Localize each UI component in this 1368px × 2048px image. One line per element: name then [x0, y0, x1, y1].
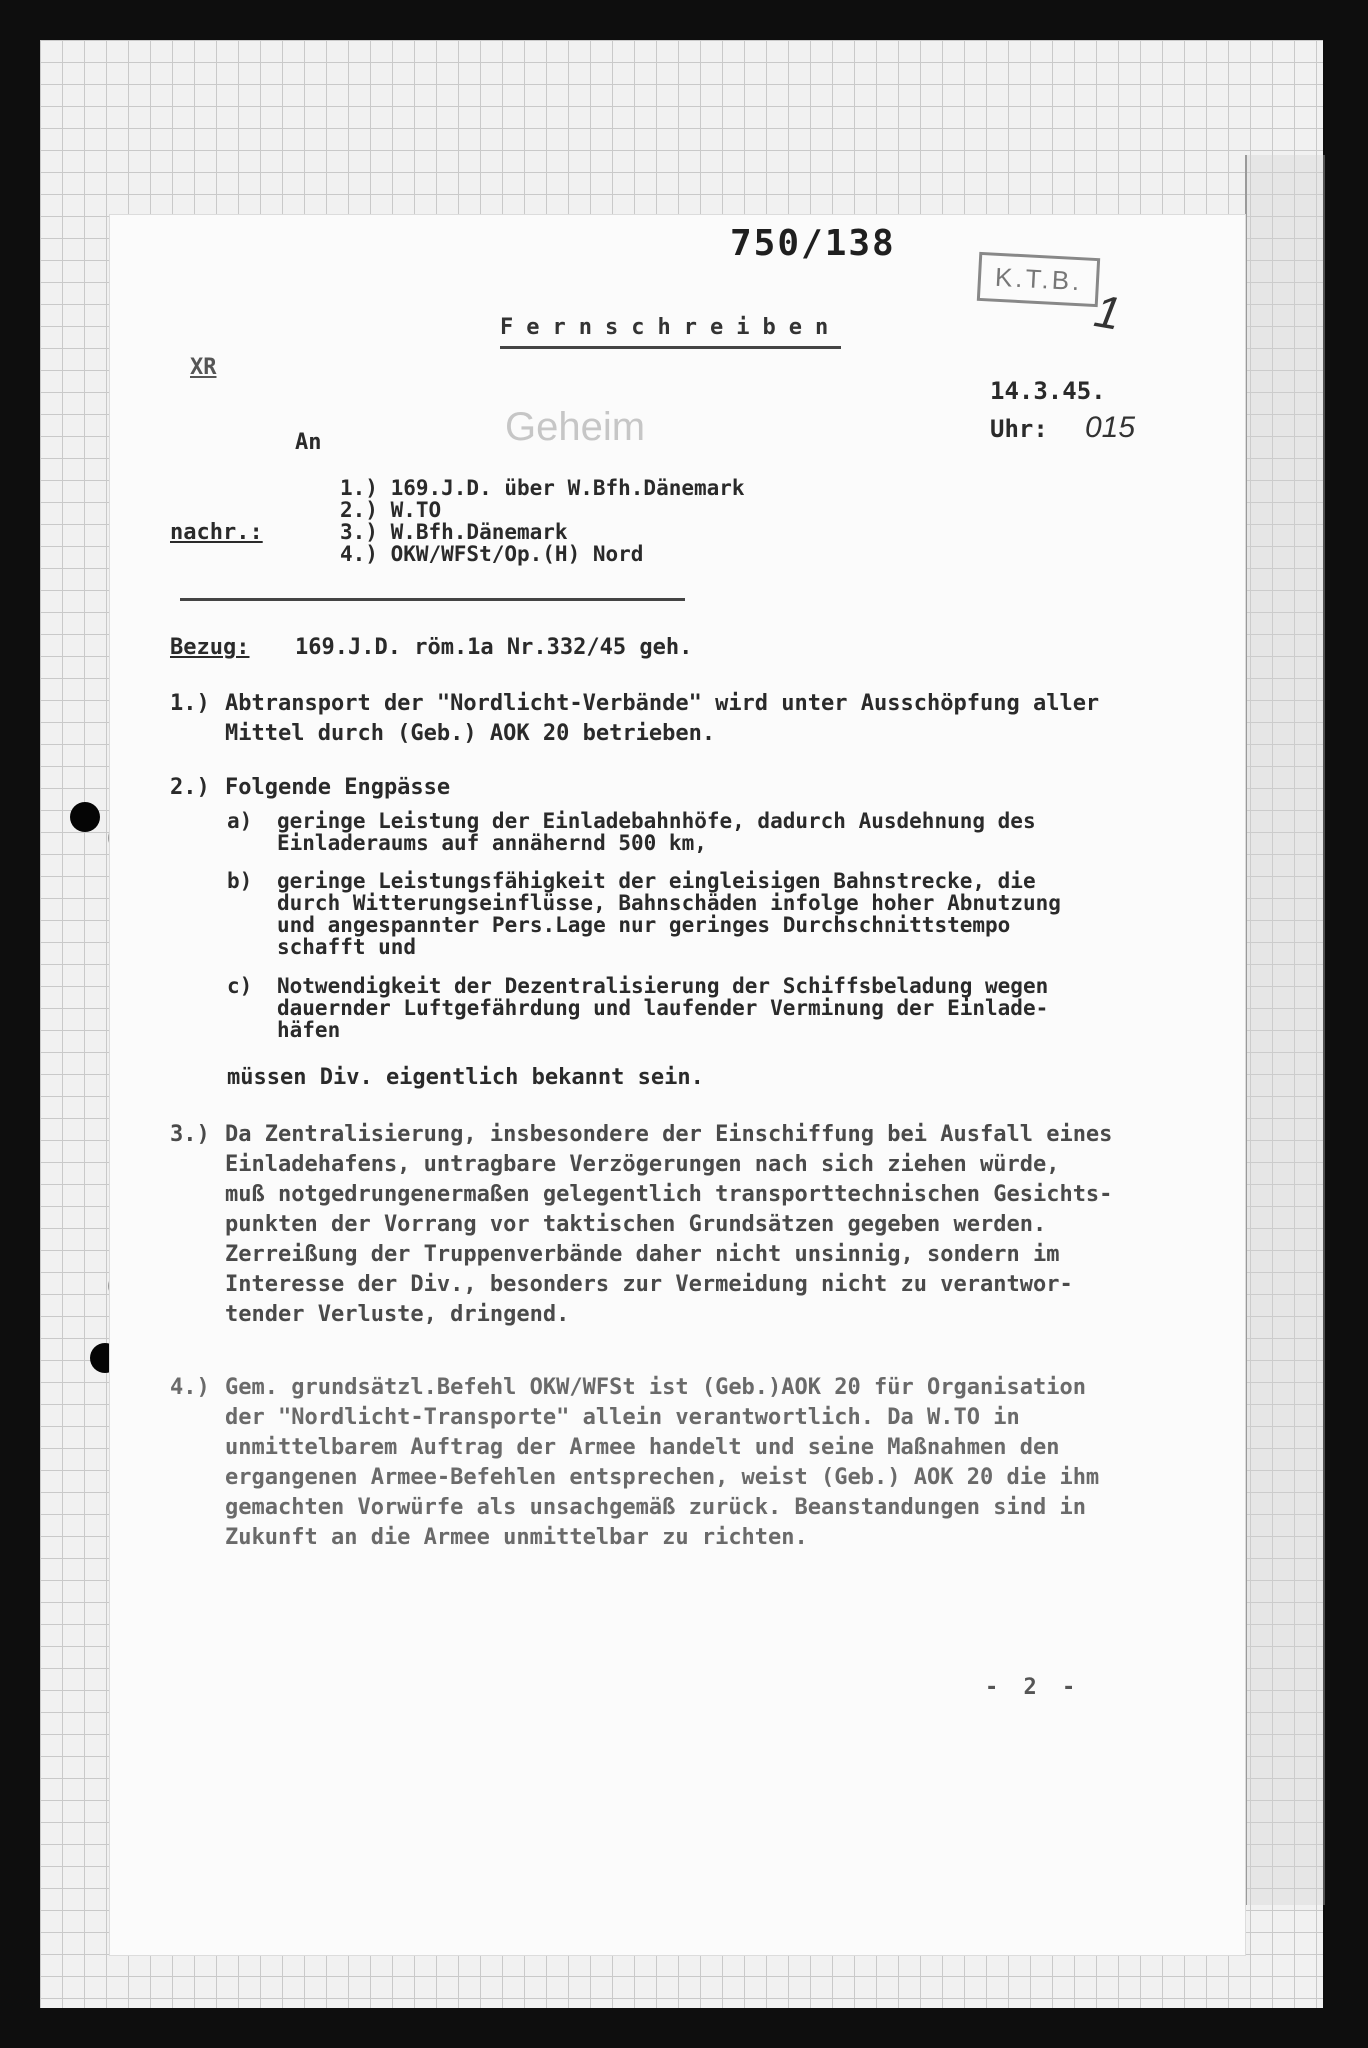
recipient-line: 4.) OKW/WFSt/Op.(H) Nord	[340, 542, 644, 566]
paragraph-line: Mittel durch (Geb.) AOK 20 betrieben.	[225, 721, 716, 746]
paragraph-line: Einladehafens, untragbare Verzögerungen nach sich ziehen würde,	[225, 1152, 1060, 1177]
document-title: Fernschreiben	[500, 315, 841, 349]
list-item-line: schafft und	[277, 935, 417, 959]
grid-paper-fold	[1245, 155, 1325, 1905]
header-divider	[180, 598, 685, 601]
list-item-letter: c)	[227, 974, 253, 998]
paragraph-number: 3.)	[170, 1122, 210, 1147]
list-item-line: durch Witterungseinflüsse, Bahnschäden infolge hoher Abnutzung	[277, 891, 1061, 915]
recipient-list	[340, 477, 745, 565]
list-item-line: dauernder Luftgefährdung und laufender Verminung der Einlade-	[277, 996, 1049, 1020]
paragraph-line: Folgende Engpässe	[225, 775, 451, 800]
paragraph-line: Gem. grundsätzl.Befehl OKW/WFSt ist (Geb.)AOK 20 für Organisation	[225, 1375, 1086, 1400]
reference-text: 169.J.D. röm.1a Nr.332/45 geh.	[295, 635, 693, 660]
paragraph-number: 2.)	[170, 775, 210, 800]
list-item-letter: b)	[227, 869, 253, 893]
paragraph-2-closing: müssen Div. eigentlich bekannt sein.	[227, 1065, 704, 1090]
document-number: 750/138	[730, 223, 896, 264]
recipient-line: 1.) 169.J.D. über W.Bfh.Dänemark	[340, 476, 745, 500]
paragraph-line: Interesse der Div., besonders zur Vermeidung nicht zu verantwor-	[225, 1272, 1073, 1297]
list-item-line: Einladeraums auf annähernd 500 km,	[277, 831, 707, 855]
recipient-line: 2.) W.TO	[340, 498, 442, 522]
list-item-line: und angespannter Pers.Lage nur geringes Durchschnittstempo	[277, 913, 1011, 937]
telex-sheet	[110, 215, 1245, 1955]
paragraph-line: Zerreißung der Truppenverbände daher nicht unsinnig, sondern im	[225, 1242, 1060, 1267]
paragraph-line: Da Zentralisierung, insbesondere der Einschiffung bei Ausfall eines	[225, 1122, 1113, 1147]
paragraph-line: ergangenen Armee-Befehlen entsprechen, weist (Geb.) AOK 20 die ihm	[225, 1465, 1100, 1490]
info-copy-label: nachr.:	[170, 520, 263, 545]
paragraph-line: Zukunft an die Armee unmittelbar zu richten.	[225, 1525, 808, 1550]
list-item-b	[227, 870, 1127, 965]
paragraph-1	[170, 689, 1099, 749]
paragraph-2-heading	[170, 773, 450, 803]
paragraph-4	[170, 1373, 1099, 1553]
recipient-label: An	[295, 430, 322, 455]
ktb-stamp-number: 1	[1090, 284, 1125, 340]
paragraph-number: 4.)	[170, 1375, 210, 1400]
paragraph-line: Abtransport der "Nordlicht-Verbände" wird unter Ausschöpfung aller	[225, 691, 1100, 716]
paragraph-line: tender Verluste, dringend.	[225, 1302, 570, 1327]
list-item-line: häfen	[277, 1018, 341, 1042]
paragraph-number: 1.)	[170, 691, 210, 716]
paragraph-line: muß notgedrungenermaßen gelegentlich transporttechnischen Gesichts-	[225, 1182, 1113, 1207]
paragraph-3	[170, 1120, 1112, 1330]
time-value: 015	[1085, 411, 1136, 444]
document-date: 14.3.45.	[990, 377, 1106, 405]
page-continuation-marker: - 2 -	[985, 1675, 1082, 1700]
list-item-letter: a)	[227, 809, 253, 833]
recipient-line: 3.) W.Bfh.Dänemark	[340, 520, 568, 544]
paragraph-line: punkten der Vorrang vor taktischen Grundsätzen gegeben werden.	[225, 1212, 1047, 1237]
list-item-c	[227, 975, 1127, 1045]
paragraph-line: unmittelbarem Auftrag der Armee handelt und seine Maßnahmen den	[225, 1435, 1060, 1460]
list-item-line: geringe Leistung der Einladebahnhöfe, dadurch Ausdehnung des	[277, 809, 1036, 833]
ktb-stamp: K.T.B.	[977, 252, 1101, 307]
time-label: Uhr:	[990, 415, 1048, 443]
sender-code: XR	[190, 355, 217, 380]
secret-stamp: Geheim	[505, 405, 646, 449]
list-item-a	[227, 810, 1127, 860]
reference-label: Bezug:	[170, 635, 250, 660]
list-item-line: geringe Leistungsfähigkeit der eingleisigen Bahnstrecke, die	[277, 869, 1036, 893]
list-item-line: Notwendigkeit der Dezentralisierung der Schiffsbeladung wegen	[277, 974, 1049, 998]
punch-hole	[70, 802, 100, 832]
paragraph-line: der "Nordlicht-Transporte" allein verantwortlich. Da W.TO in	[225, 1405, 1020, 1430]
paragraph-line: gemachten Vorwürfe als unsachgemäß zurück. Beanstandungen sind in	[225, 1495, 1086, 1520]
